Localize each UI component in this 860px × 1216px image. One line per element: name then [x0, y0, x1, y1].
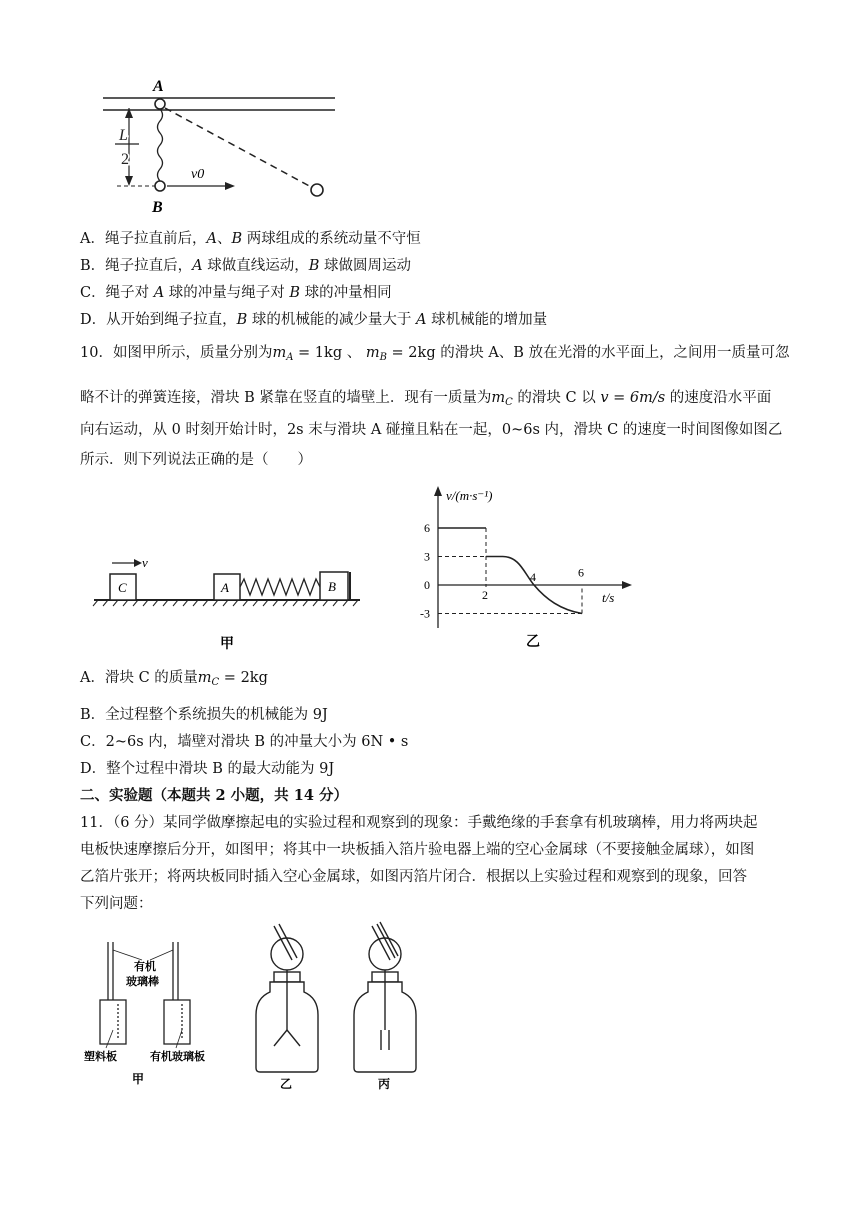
q11-line-3: 乙箔片张开；将两块板同时插入空心金属球，如图丙箔片闭合．根据以上实验过程和观察到的现象，回答 — [80, 869, 747, 885]
block-B-label: B — [328, 579, 336, 594]
x-tick-label: 6 — [578, 565, 584, 580]
block-C-label: C — [118, 580, 127, 595]
section-2-heading: 二、实验题（本题共 2 小题，共 14 分） — [80, 787, 348, 804]
rod-left — [100, 942, 126, 1044]
label-plastic-board: 塑料板 — [84, 1051, 117, 1063]
q9-option-b: B．绳子拉直后，A 球做直线运动，B 球做圆周运动 — [80, 258, 412, 274]
electroscope-yi — [256, 924, 318, 1072]
q11-line-4: 下列问题： — [80, 896, 153, 912]
label-glass-board: 有机玻璃板 — [150, 1051, 205, 1063]
figure-yi-vt-chart — [400, 478, 640, 658]
figure-jia-blocks — [92, 550, 372, 660]
y-tick-label: -3 — [420, 606, 430, 621]
q10-option-c: C．2~6s 内，墙壁对滑块 B 的冲量大小为 6N • s — [80, 734, 409, 750]
y-tick-label: 6 — [424, 521, 430, 535]
q9-option-a: A．绳子拉直前后，A、B 两球组成的系统动量不守恒 — [80, 231, 421, 247]
figure-electroscope-experiment — [80, 920, 440, 1090]
label-v0: v0 — [191, 167, 205, 182]
velocity-v-label: v — [142, 555, 148, 570]
q10-option-d: D．整个过程中滑块 B 的最大动能为 9J — [80, 761, 335, 777]
caption-jia: 甲 — [132, 1072, 145, 1086]
q10-line-2: 略不计的弹簧连接，滑块 B 紧靠在竖直的墙壁上．现有一质量为$m_C$ 的滑块 C 以 v = 6m/s 的速度沿水平面 — [80, 390, 772, 408]
y-tick-label: 0 — [424, 578, 430, 592]
x-axis-label: t/s — [602, 590, 615, 605]
y-axis-label: v/(m·s⁻¹) — [446, 488, 493, 503]
electroscope-bing — [354, 922, 416, 1072]
q10-line-3: 向右运动，从 0 时刻开始计时，2s 末与滑块 A 碰撞且粘在一起，0~6s 内，滑块 C 的速度一时间图像如图乙 — [80, 422, 783, 438]
q9-option-c: C．绳子对 A 球的冲量与绳子对 B 球的冲量相同 — [80, 285, 392, 301]
x-tick-label: 2 — [482, 588, 488, 602]
label-L: L — [119, 127, 128, 144]
q10-option-b: B．全过程整个系统损失的机械能为 9J — [80, 707, 328, 723]
q11-line-1: 11．（6 分）某同学做摩擦起电的实验过程和观察到的现象：手戴绝缘的手套拿有机玻璃棒，用力将两块起 — [80, 815, 758, 831]
q10-line-4: 所示．则下列说法正确的是（ ） — [80, 452, 312, 468]
y-tick-label: 3 — [424, 549, 430, 564]
label-rod-1: 有机 — [134, 961, 156, 973]
label-B: B — [152, 199, 163, 216]
caption-yi: 乙 — [280, 1077, 293, 1090]
x-tick-label: 4 — [530, 570, 536, 585]
label-2: 2 — [121, 151, 129, 168]
velocity-curve — [438, 528, 582, 614]
q11-line-2: 电板快速摩擦后分开，如图甲；将其中一块板插入箔片验电器上端的空心金属球（不要接触金属球），如图 — [80, 842, 755, 858]
figure-jia-caption: 甲 — [220, 637, 234, 652]
x-axis-arrow — [622, 581, 632, 589]
q10-option-a: A．滑块 C 的质量$m_C = 2kg$ — [80, 670, 268, 688]
label-A: A — [153, 78, 164, 95]
figure-rope-balls — [95, 78, 345, 218]
label-rod-2: 玻璃棒 — [126, 976, 159, 988]
rod-right — [164, 942, 190, 1044]
block-A-label: A — [221, 580, 229, 595]
q10-line-1: 10．如图甲所示，质量分别为$m_A = 1kg$ 、 $m_B = 2kg$ 的滑块 A、B 放在光滑的水平面上，之间用一质量可忽 — [80, 345, 790, 363]
figure-yi-caption: 乙 — [526, 635, 540, 650]
q9-option-d: D．从开始到绳子拉直，B 球的机械能的减少量大于 A 球机械能的增加量 — [80, 312, 548, 328]
caption-bing: 丙 — [378, 1077, 391, 1090]
y-axis-arrow — [434, 486, 442, 496]
